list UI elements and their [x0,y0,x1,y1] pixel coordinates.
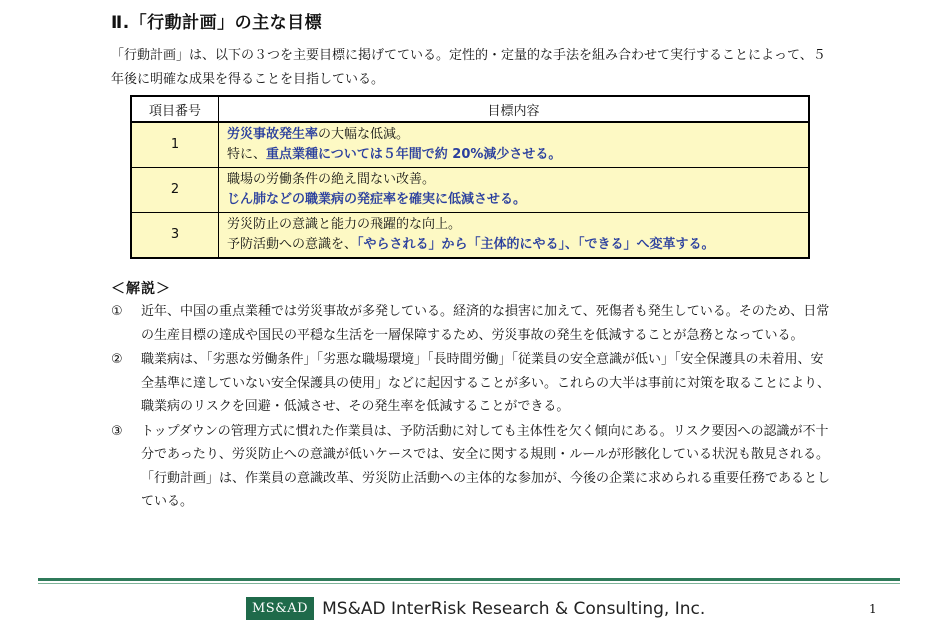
page-number: 1 [869,602,877,616]
plain-text: 特に、 [227,147,267,162]
list-item [111,300,835,347]
item-marker: ③ [111,423,123,439]
row-content [219,213,810,259]
plain-text: 労災防止の意識と能力の飛躍的な向上。 [227,217,462,232]
list-item [111,348,835,419]
plain-text: 予防活動への意識を、 [227,237,358,252]
footer-divider-thin [38,583,900,584]
section-title: Ⅱ.「行動計画」の主な目標 [111,13,323,33]
row-number: 3 [131,213,219,259]
header-goal-content: 目標内容 [219,96,810,122]
commentary-list [111,300,835,515]
intro-paragraph: 「行動計画」は、以下の３つを主要目標に掲げてている。定性的・定量的な手法を組み合わせて実行することによって、５年後に明確な成果を得ることを目指している。 [111,48,826,87]
table-header-row [131,96,809,122]
table-row [131,168,809,213]
item-text: トップダウンの管理方式に慣れた作業員は、予防活動に対しても主体性を欠く傾向にある。リスク要因への認識が不十分であったり、労災防止への意識が低いケースでは、安全に関する規則・ルールが形骸化している状況も散見される。「行動計画」は、作業員の意識改革、労災防止活動への主体的な参加が、今後の企業に求められる重要任務であるとしている。 [141,423,831,509]
header-item-number: 項目番号 [131,96,219,122]
highlight-text: じん肺などの職業病の発症率を確実に低減させる。 [227,192,527,207]
plain-text: の大幅な低減。 [318,127,410,142]
commentary-heading: ＜解説＞ [111,281,171,297]
row-content [219,168,810,213]
row-number: 1 [131,122,219,168]
company-logo: MS&AD [246,597,314,620]
item-text: 近年、中国の重点業種では労災事故が多発している。経済的な損害に加えて、死傷者も発生している。そのため、日常の生産目標の達成や国民の平穏な生活を一層保障するため、労災事故の発生を低減することが急務となっている。 [141,304,830,343]
item-marker: ② [111,352,123,367]
plain-text: 職場の労働条件の絶え間ない改善。 [227,172,436,187]
highlight-text: 「やらされる」から「主体的にやる」、「できる」へ変革する。 [357,237,715,252]
goals-table [130,95,810,259]
footer [246,597,705,620]
highlight-text: 重点業種については５年間で約 20%減少させる。 [266,147,562,162]
item-text: 職業病は、「劣悪な労働条件」「劣悪な職場環境」「長時間労働」「従業員の安全意識が低い」「安全保護具の未着用、安全基準に達していない安全保護具の使用」などに起因することが多い。これらの大半は事前に対策を取ることにより、職業病のリスクを回避・低減させ、その発生率を低減することができる。 [141,352,831,414]
row-content [219,122,810,168]
table-row [131,213,809,259]
item-marker: ① [111,304,123,319]
footer-divider [38,578,900,581]
company-name: MS&AD InterRisk Research & Consulting, Inc. [322,598,706,619]
row-number: 2 [131,168,219,213]
table-row [131,122,809,168]
highlight-text: 労災事故発生率 [227,127,319,142]
list-item [111,420,835,514]
